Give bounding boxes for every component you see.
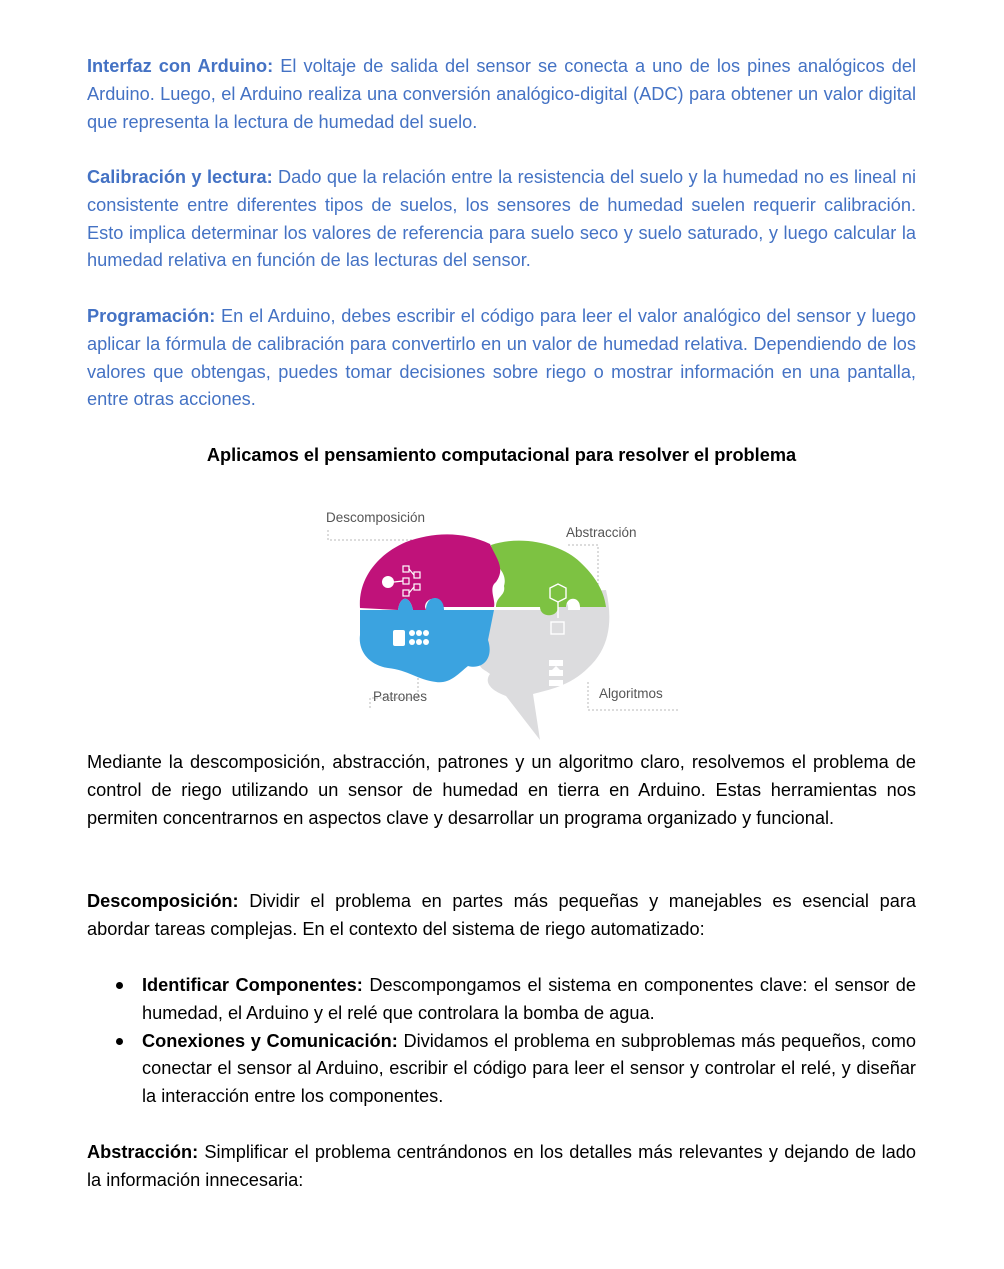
descomposicion-text: Dividir el problema en partes más pequeñas y manejables es esencial para abordar tareas complejas. En el contexto del sistema de riego automatizado: [87, 891, 916, 939]
programacion-label: Programación: [87, 306, 216, 326]
abstraccion-puzzle-piece [491, 541, 606, 616]
brain-puzzle-illustration [318, 500, 688, 745]
descomposicion-label: Descomposición: [87, 891, 239, 911]
paragraph-abstraccion [87, 1139, 916, 1195]
algorithm-flow-icon [549, 660, 563, 686]
bullet-icon [116, 982, 123, 989]
calibracion-text: Dado que la relación entre la resistencia del suelo y la humedad no es lineal ni consistente entre diferentes tipos de suelos, los sensores de humedad suelen requerir calibración. Esto implica determinar los valores de referencia para suelo seco y suelo saturado, y luego calcular la humedad relativa en función de las lecturas del sensor. [87, 167, 916, 271]
paragraph-interfaz [87, 53, 916, 136]
bullet-icon [116, 1038, 123, 1045]
list-item [87, 1028, 916, 1111]
label-algoritmos: Algoritmos [599, 686, 663, 701]
descomposicion-bullet-list [87, 972, 916, 1111]
node-dot-icon [382, 576, 394, 588]
bullet-text: Dividamos el problema en subproblemas más pequeños, como conectar el sensor al Arduino, escribir el código para leer el sensor y controlar el relé, y diseñar la interacción entre los componentes. [142, 1030, 916, 1107]
label-abstraccion: Abstracción [566, 525, 637, 540]
paragraph-calibracion [87, 164, 916, 275]
paragraph-programacion [87, 303, 916, 414]
abstraccion-text: Simplificar el problema centrándonos en los detalles más relevantes y dejando de lado la información innecesaria: [87, 1142, 916, 1190]
label-patrones: Patrones [373, 689, 428, 704]
bullet-text: Descompongamos el sistema en componentes clave: el sensor de humedad, el Arduino y el relé que controlara la bomba de agua. [142, 975, 917, 1023]
label-descomposicion: Descomposición [326, 510, 426, 525]
interfaz-label: Interfaz con Arduino: [87, 56, 274, 76]
paragraph-descomposicion [87, 888, 916, 944]
computational-thinking-brain-figure [318, 500, 688, 745]
descomposicion-puzzle-piece [360, 534, 500, 610]
abstraccion-label: Abstracción: [87, 1142, 199, 1162]
interfaz-text: El voltaje de salida del sensor se conecta a uno de los pines analógicos del Arduino. Luego, el Arduino realiza una conversión analógico-digital (ADC) para obtener un valor digital que representa la lectura de humedad del suelo. [87, 56, 916, 132]
bullet-label: Identificar Componentes: [142, 975, 363, 995]
bullet-label: Conexiones y Comunicación: [142, 1030, 398, 1051]
calibracion-label: Calibración y lectura: [87, 167, 273, 187]
programacion-text: En el Arduino, debes escribir el código para leer el valor analógico del sensor y luego aplicar la fórmula de calibración para convertirlo en un valor de humedad relativa. Dependiendo de los valores que obtengas, puedes tomar decisiones sobre riego o mostrar información en una pantalla, entre otras acciones. [87, 306, 916, 410]
section-heading: Aplicamos el pensamiento computacional para resolver el problema [206, 445, 797, 465]
paragraph-intro: Mediante la descomposición, abstracción, patrones y un algoritmo claro, resolvemos el problema de control de riego utilizando un sensor de humedad en tierra en Arduino. Estas herramientas nos permiten concentrarnos en aspectos clave y desarrollar un programa organizado y funcional. [87, 752, 916, 828]
list-item [87, 972, 916, 1028]
